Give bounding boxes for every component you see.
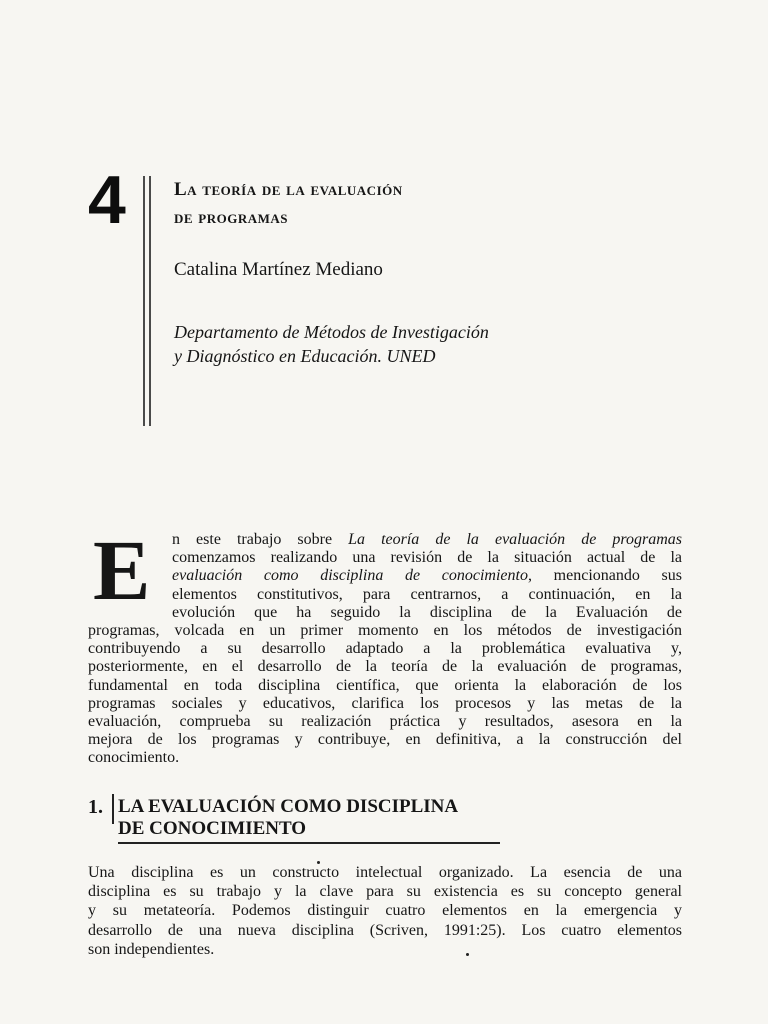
chapter-title [174, 176, 594, 232]
author-name: Catalina Martínez Mediano [174, 259, 383, 280]
line-text: programas, volcada en un primer momento en los métodos de investigación [88, 622, 682, 640]
line-text: contribuyendo a su desarrollo adaptado a la problemática evaluativa y, [88, 640, 682, 658]
line-text: n este trabajo sobre [172, 531, 349, 548]
section-vertical-rule [112, 794, 114, 824]
section-heading [88, 794, 508, 846]
chapter-number: 4 [88, 162, 126, 238]
paragraph-line [88, 604, 682, 622]
paragraph-line [88, 586, 682, 604]
paragraph-line [88, 622, 682, 640]
paragraph-line [88, 731, 682, 749]
section-title-line: DE CONOCIMIENTO [118, 818, 307, 839]
paragraph-line [88, 640, 682, 658]
paragraph-line: y su metateoría. Podemos distinguir cuatro elementos en la emergencia y [88, 902, 682, 920]
affiliation-line: y Diagnóstico en Educación. UNED [174, 346, 436, 366]
emphasized-text: evaluación como disciplina de conocimiento [172, 567, 528, 585]
line-text: elementos constitutivos, para centrarnos, a continuación, en la [172, 585, 682, 603]
line-text: comenzamos realizando una revisión de la situación actual de la [172, 549, 682, 567]
section-underline [118, 842, 500, 844]
line-text: mejora de los programas y contribuye, en definitiva, a la construcción del [88, 731, 682, 749]
section-number: 1. [88, 796, 103, 818]
line-text: evolución que ha seguido la disciplina de la Evaluación de [172, 603, 682, 621]
line-text: posteriormente, en el desarrollo de la teoría de la evaluación de programas, [88, 658, 682, 676]
line-text: conocimiento. [88, 749, 180, 767]
paragraph-line [88, 695, 682, 713]
paragraph-line: desarrollo de una nueva disciplina (Scriven, 1991:25). Los cuatro elementos [88, 921, 682, 939]
paragraph-line [88, 677, 682, 695]
paragraph-line: Una disciplina es un constructo intelectual organizado. La esencia de una [88, 864, 682, 881]
paragraph-line [88, 549, 682, 567]
section-title [118, 796, 498, 840]
emphasized-text: La teoría de la evaluación de programas [348, 531, 683, 548]
section-title-line: LA EVALUACIÓN COMO DISCIPLINA [118, 796, 459, 817]
paragraph-line [88, 658, 682, 676]
section-paragraph [88, 863, 682, 959]
paragraph-line [88, 713, 682, 731]
intro-paragraph [88, 531, 682, 768]
chapter-title-line: La teoría de la evaluación [174, 179, 403, 200]
paragraph-line: son independientes. [88, 940, 215, 958]
print-speck [466, 953, 469, 956]
drop-cap: E [93, 522, 151, 618]
print-speck [317, 861, 320, 864]
line-text: evaluación, comprueba su realización práctica y resultados, asesora en la [88, 713, 682, 731]
paragraph-line [88, 749, 682, 767]
vertical-rule [143, 176, 145, 426]
vertical-rule [149, 176, 151, 426]
paragraph-line [88, 531, 682, 549]
line-text: fundamental en toda disciplina científica, que orienta la elaboración de los [88, 676, 682, 694]
author-affiliation [174, 320, 594, 368]
paragraph-line: disciplina es su trabajo y la clave para su existencia es su concepto general [88, 883, 682, 901]
line-text: , mencionando sus [527, 567, 682, 585]
chapter-vertical-rules [141, 176, 155, 426]
affiliation-line: Departamento de Métodos de Investigación [174, 322, 489, 342]
line-text: programas sociales y educativos, clarifica los procesos y las metas de la [88, 694, 682, 712]
paragraph-line [88, 567, 682, 585]
chapter-title-line: de programas [174, 207, 289, 228]
